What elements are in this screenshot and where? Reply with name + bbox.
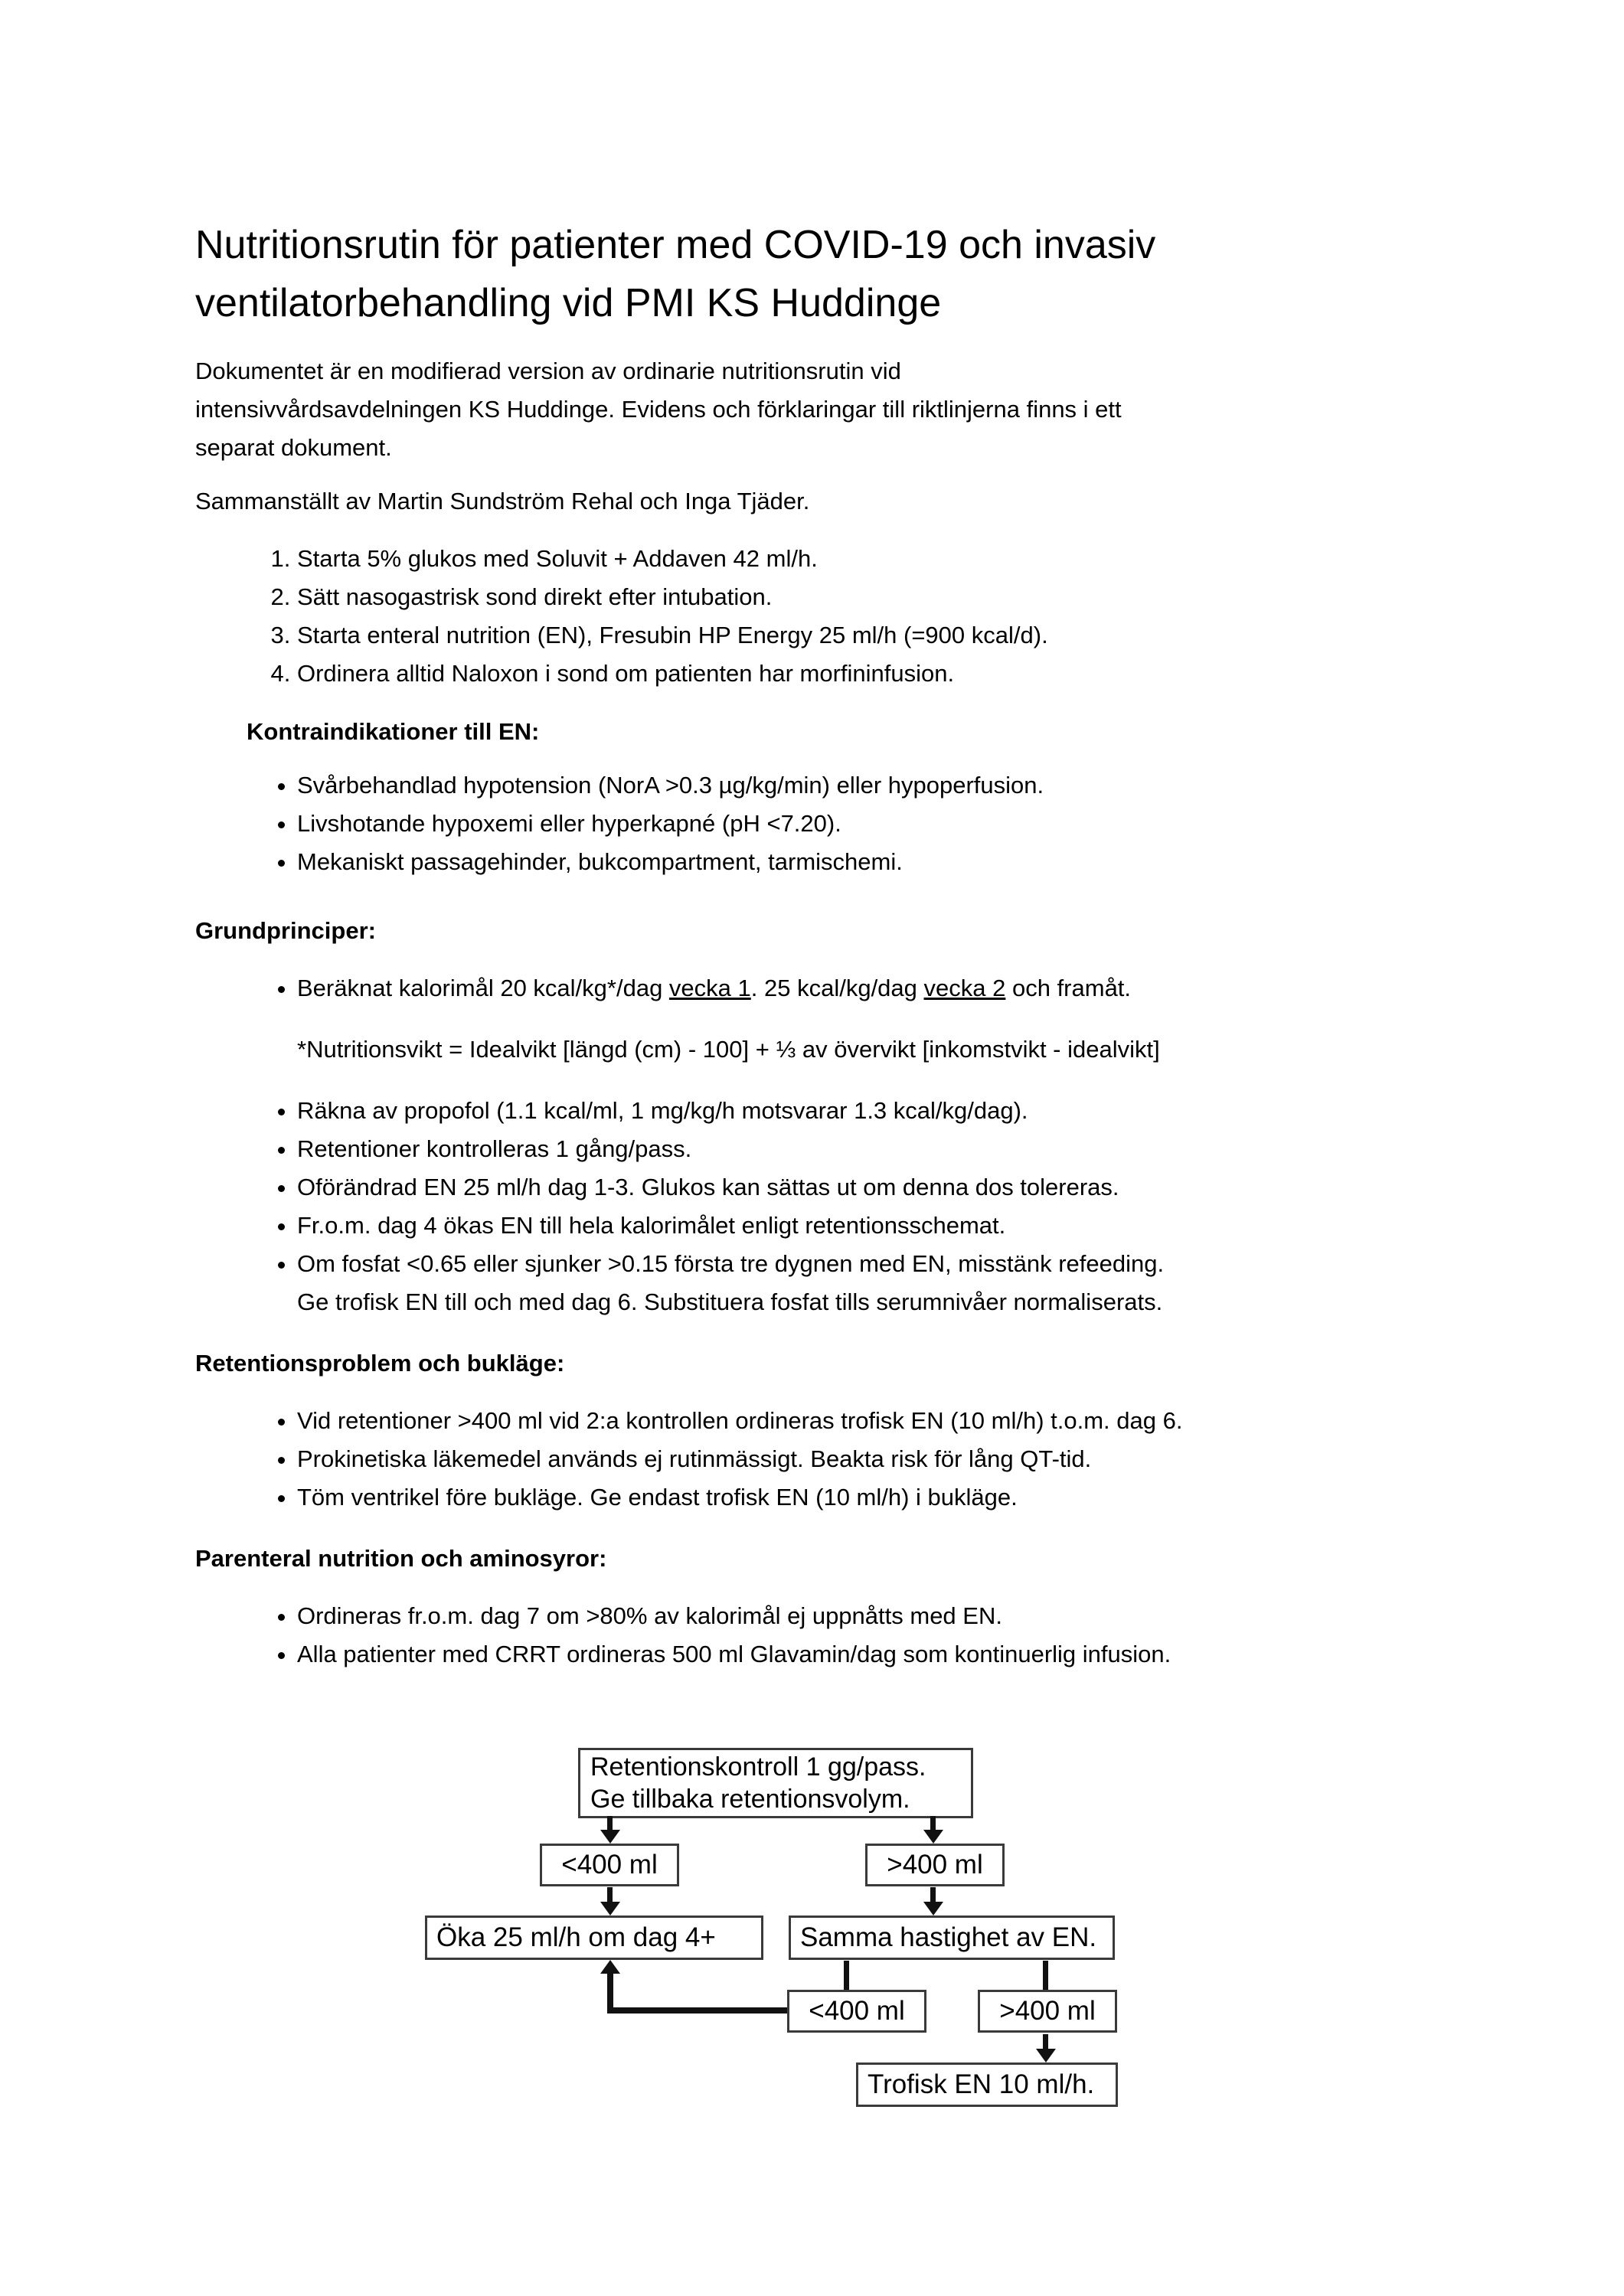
step-item: 3. Starta enteral nutrition (EN), Fresubin HP Energy 25 ml/h (=900 kcal/d). [297, 616, 1463, 655]
bullet-item: • Töm ventrikel före bukläge. Ge endast trofisk EN (10 ml/h) i bukläge. [297, 1478, 1463, 1517]
grundprinciper-list-b [195, 1092, 1463, 1321]
connector-line [844, 1961, 849, 1990]
kalorimal-underline-vecka1: vecka 1 [668, 975, 751, 1001]
bullet-item: • Alla patienter med CRRT ordineras 500 ml Glavamin/dag som kontinuerlig infusion. [297, 1635, 1463, 1674]
intro-line: separat dokument. [195, 434, 392, 461]
arrow-down-icon [1036, 2049, 1056, 2062]
connector-line [607, 1816, 613, 1831]
title-line: ventilatorbehandling vid PMI KS Huddinge [195, 281, 942, 325]
section-heading-parenteral: Parenteral nutrition och aminosyror: [195, 1545, 607, 1572]
flowchart-node-over-400ml: >400 ml [865, 1844, 1005, 1886]
flowchart-node-check-over-400ml: >400 ml [978, 1990, 1117, 2033]
kontraindikationer-list [195, 766, 1463, 881]
bullet-item-kalorimal [297, 969, 1463, 1008]
steps-list [195, 540, 1463, 693]
section-heading-grundprinciper: Grundprinciper: [195, 917, 376, 944]
retentionsproblem-list [195, 1402, 1463, 1517]
bullet-item: • Svårbehandlad hypotension (NorA >0.3 µg/kg/min) eller hypoperfusion. [297, 766, 1463, 805]
retention-flowchart [195, 1746, 1463, 2144]
section-heading-kontraindikationer: Kontraindikationer till EN: [247, 718, 540, 745]
grundprinciper-list-a [195, 969, 1463, 1008]
bullet-item: • Fr.o.m. dag 4 ökas EN till hela kalorimålet enligt retentionsschemat. [297, 1207, 1463, 1245]
connector-line [1043, 2034, 1048, 2049]
flowchart-node-under-400ml: <400 ml [540, 1844, 679, 1886]
intro-paragraph [195, 352, 1463, 467]
bullet-item: • Livshotande hypoxemi eller hyperkapné (pH <7.20). [297, 805, 1463, 843]
flowchart-node-samma-hastighet: Samma hastighet av EN. [789, 1916, 1115, 1960]
kalorimal-mid: . 25 kcal/kg/dag [750, 975, 924, 1001]
title-line: Nutritionsrutin för patienter med COVID-19 och invasiv [195, 223, 1156, 267]
kalorimal-underline-vecka2: vecka 2 [923, 975, 1006, 1001]
bullet-item: • Oförändrad EN 25 ml/h dag 1-3. Glukos kan sättas ut om denna dos tolereras. [297, 1168, 1463, 1207]
arrow-down-icon [923, 1902, 943, 1916]
flowchart-node-line: Ge tillbaka retentionsvolym. [590, 1785, 910, 1814]
parenteral-list [195, 1597, 1463, 1674]
connector-line [607, 1887, 613, 1902]
fosfat-line: Ge trofisk EN till och med dag 6. Substituera fosfat tills serumnivåer normaliserats. [297, 1288, 1163, 1315]
flowchart-node-trofisk-en: Trofisk EN 10 ml/h. [856, 2062, 1118, 2107]
flowchart-node-check-under-400ml: <400 ml [787, 1990, 926, 2033]
intro-line: intensivvårdsavdelningen KS Huddinge. Evidens och förklaringar till riktlinjerna finns i ett [195, 396, 1122, 423]
fosfat-line: • Om fosfat <0.65 eller sjunker >0.15 första tre dygnen med EN, misstänk refeeding. [297, 1250, 1165, 1277]
bullet-item: • Retentioner kontrolleras 1 gång/pass. [297, 1130, 1463, 1168]
byline: Sammanställt av Martin Sundström Rehal och Inga Tjäder. [195, 488, 810, 514]
bullet-item: • Mekaniskt passagehinder, bukcompartment, tarmischemi. [297, 843, 1463, 881]
step-item: 1. Starta 5% glukos med Soluvit + Addaven 42 ml/h. [297, 540, 1463, 578]
step-item: 4. Ordinera alltid Naloxon i sond om patienten har morfininfusion. [297, 655, 1463, 693]
section-heading-retentionsproblem: Retentionsproblem och bukläge: [195, 1350, 565, 1377]
bullet-item: • Ordineras fr.o.m. dag 7 om >80% av kalorimål ej uppnåtts med EN. [297, 1597, 1463, 1635]
step-item: 2. Sätt nasogastrisk sond direkt efter intubation. [297, 578, 1463, 616]
intro-line: Dokumentet är en modifierad version av ordinarie nutritionsrutin vid [195, 358, 901, 384]
connector-line [1043, 1961, 1048, 1990]
bullet-item-fosfat [297, 1245, 1463, 1321]
nutritionsvikt-formula: *Nutritionsvikt = Idealvikt [längd (cm) - 100] + ⅓ av övervikt [inkomstvikt - idealvikt] [297, 1036, 1160, 1063]
connector-line [930, 1887, 936, 1902]
feedback-line-horizontal [607, 2007, 787, 2013]
arrow-down-icon [923, 1830, 943, 1844]
flowchart-node-line: Retentionskontroll 1 gg/pass. [590, 1752, 926, 1782]
connector-line [930, 1816, 936, 1831]
kalorimal-prefix: Beräknat kalorimål 20 kcal/kg*/dag [297, 975, 669, 1001]
arrow-down-icon [600, 1902, 620, 1916]
flowchart-node-oka-25mlh: Öka 25 ml/h om dag 4+ [425, 1916, 763, 1960]
bullet-item: • Vid retentioner >400 ml vid 2:a kontrollen ordineras trofisk EN (10 ml/h) t.o.m. dag 6. [297, 1402, 1463, 1440]
arrow-down-icon [600, 1830, 620, 1844]
flowchart-node-retentionskontroll [578, 1748, 973, 1818]
bullet-item: • Räkna av propofol (1.1 kcal/ml, 1 mg/kg/h motsvarar 1.3 kcal/kg/dag). [297, 1092, 1463, 1130]
page-title [195, 216, 1463, 332]
kalorimal-suffix: och framåt. [1005, 975, 1132, 1001]
bullet-item: • Prokinetiska läkemedel används ej rutinmässigt. Beakta risk för lång QT-tid. [297, 1440, 1463, 1478]
